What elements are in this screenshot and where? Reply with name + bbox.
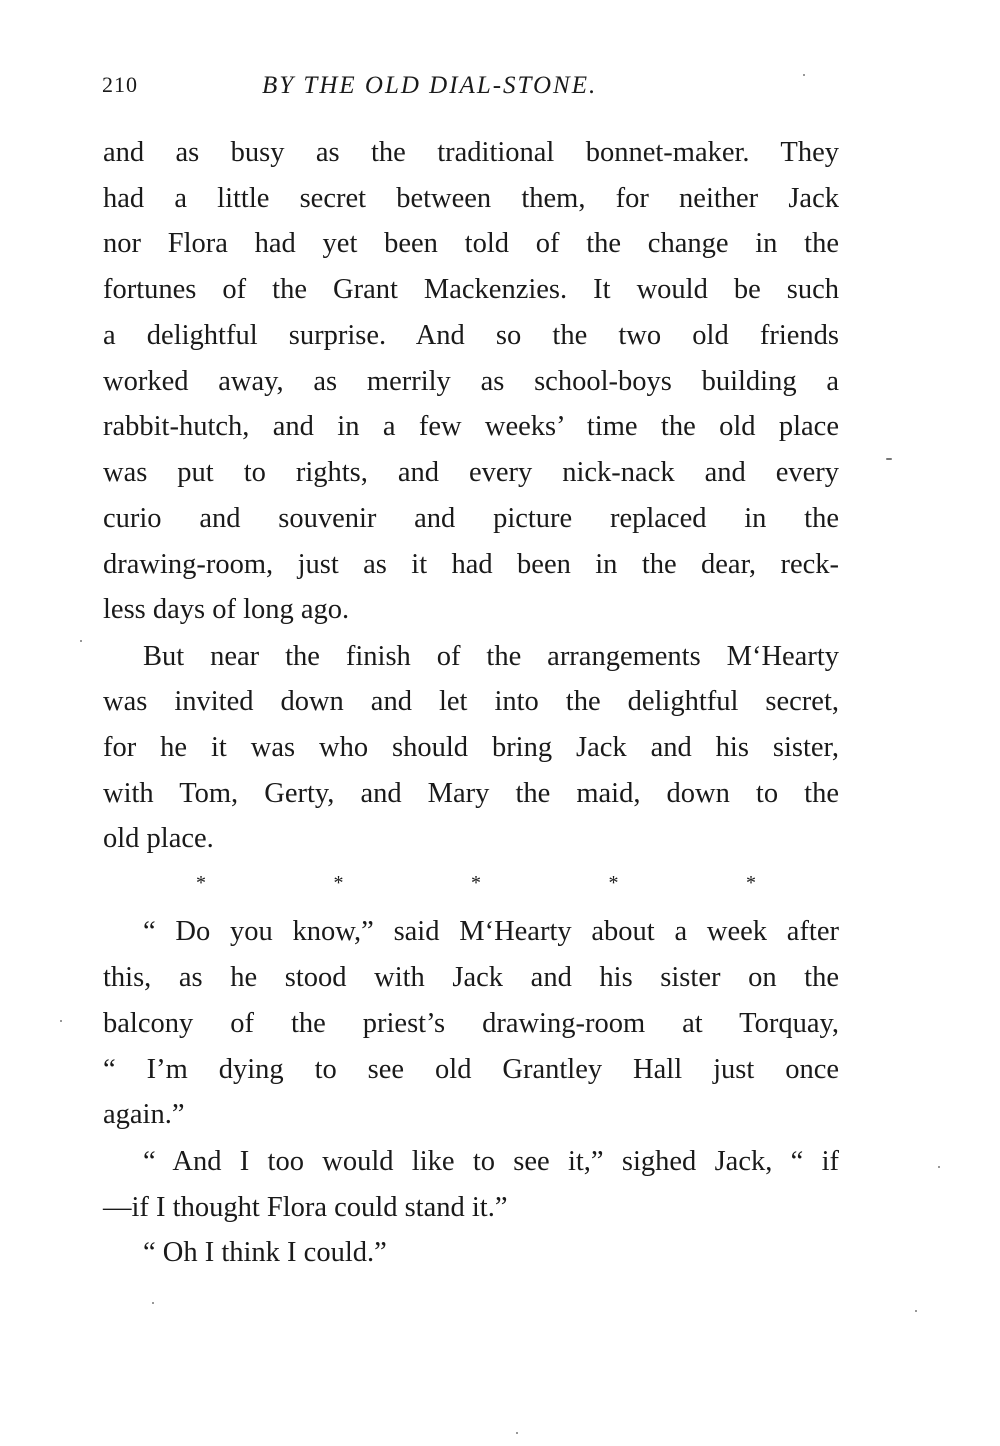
text-line: and as busy as the traditional bonnet-maker. They [103, 137, 839, 168]
text-line: “ Do you know,” said M‘Hearty about a week after [143, 916, 839, 947]
scan-speck [803, 74, 805, 76]
text-line: rabbit-hutch, and in a few weeks’ time the old place [103, 411, 839, 442]
scan-speck [915, 1310, 917, 1312]
scan-speck [152, 1302, 154, 1304]
asterisk: * [608, 872, 619, 894]
scan-speck [516, 1432, 518, 1434]
scan-speck [80, 640, 82, 642]
scan-speck [886, 458, 892, 460]
text-line: old place. [103, 823, 214, 854]
asterisk: * [333, 872, 344, 894]
asterisk: * [746, 872, 756, 894]
text-line: with Tom, Gerty, and Mary the maid, down to the [103, 778, 839, 809]
text-line: this, as he stood with Jack and his sister on the [103, 962, 839, 993]
text-line: a delightful surprise. And so the two old friends [103, 320, 839, 351]
running-title: BY THE OLD DIAL-STONE. [262, 72, 598, 99]
scan-speck [938, 1166, 940, 1168]
page-number: 210 [102, 72, 138, 97]
section-break [196, 872, 756, 895]
text-line: was put to rights, and every nick-nack and every [103, 457, 839, 488]
text-line: was invited down and let into the delightful secret, [103, 686, 839, 717]
text-line: “ I’m dying to see old Grantley Hall just once [103, 1054, 839, 1085]
asterisk: * [471, 872, 481, 894]
text-line: again.” [103, 1099, 185, 1130]
text-line: less days of long ago. [103, 594, 350, 625]
text-line: But near the finish of the arrangements M‘Hearty [143, 641, 839, 672]
text-line: balcony of the priest’s drawing-room at Torquay, [103, 1008, 839, 1039]
text-line: fortunes of the Grant Mackenzies. It would be such [103, 274, 839, 305]
text-line: “ And I too would like to see it,” sighed Jack, “ if [143, 1146, 839, 1177]
text-line: for he it was who should bring Jack and his sister, [103, 732, 839, 763]
scan-speck [60, 1020, 62, 1022]
text-line: “ Oh I think I could.” [143, 1237, 387, 1268]
text-line: nor Flora had yet been told of the change in the [103, 228, 839, 259]
text-line: had a little secret between them, for neither Jack [103, 183, 839, 214]
page-header [102, 72, 842, 108]
text-line: drawing-room, just as it had been in the dear, reck- [103, 549, 839, 580]
text-line: worked away, as merrily as school-boys building a [103, 366, 839, 397]
text-line: —if I thought Flora could stand it.” [103, 1192, 508, 1223]
text-line: curio and souvenir and picture replaced in the [103, 503, 839, 534]
asterisk: * [196, 872, 206, 894]
